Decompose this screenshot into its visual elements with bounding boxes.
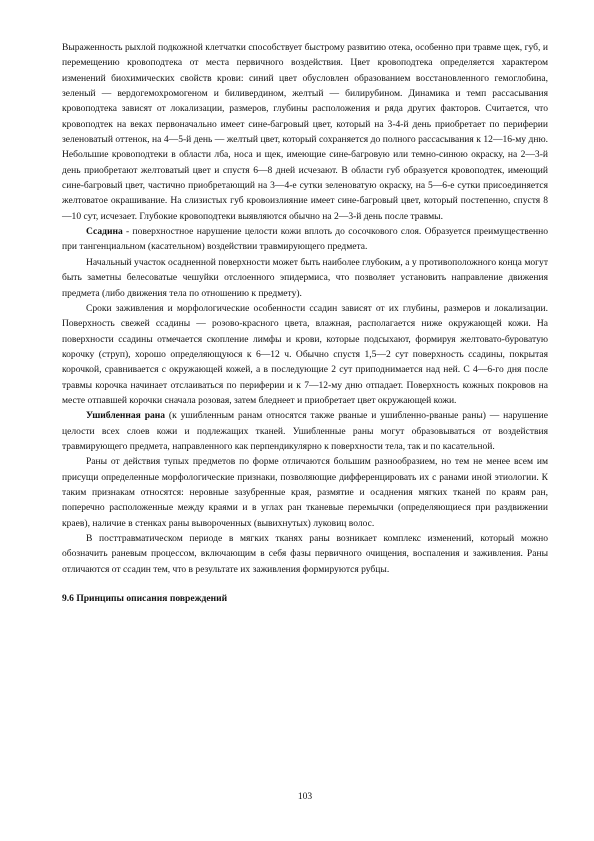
paragraph-abrasion-healing bbox=[62, 301, 548, 408]
paragraph-text: (к ушибленным ранам относятся также рваные и ушибленно-рваные раны) — нарушение целости всех слоев кожи и подлежащих тканей. Ушибленные раны могут образовываться от воздействия травмирующего предмета, направленного как перпендикулярно к поверхности тела, так и по касательной. bbox=[62, 410, 548, 452]
section-heading: 9.6 Принципы описания повреждений bbox=[62, 593, 228, 605]
paragraph-text: В посттравматическом периоде в мягких тканях раны возникает комплекс изменений, который можно обозначить раневым процессом, включающим в себя фазы первичного очищения, воспаления и заживления. Раны отличаются от ссадин тем, что в результате их заживления формируются рубцы. bbox=[62, 533, 548, 575]
paragraph-text: Сроки заживления и морфологические особенности ссадин зависят от их глубины, размеров и локализации. Поверхность свежей ссадины — розово-красного цвета, влажная, располагается ниже окружающей кожи. На поверхности ссадины отмечается скопление лимфы и крови, которые подсыхают, формируя желтовато-буроватую корочку (струп), хорошо определяющуюся к 6—12 ч. Обычно спустя 1,5—2 сут поверхность ссадины, покрытая корочкой, сравнивается с окружающей кожей, а в последующие 2 сут приподнимается над ней. С 4—6-го дня после травмы корочка начинает отслаиваться по периферии и к 7—12-му дню отпадает. Поверхность кожных покровов на месте отпавшей корочки сначала розовая, затем бледнеет и приобретает цвет окружающей кожи. bbox=[62, 302, 548, 406]
paragraph-wound-features bbox=[62, 454, 548, 531]
paragraph-abrasion-direction bbox=[62, 255, 548, 301]
paragraph-text: Начальный участок осадненной поверхности может быть наиболее глубоким, а у противоположного конца могут быть заметны белесоватые чешуйки отслоенного эпидермиса, что позволяет установить направление движения предмета (либо движения тела по отношению к предмету). bbox=[62, 256, 548, 299]
paragraph-text: - поверхностное нарушение целости кожи вплоть до сосочкового слоя. Образуется преимущественно при тангенциальном (касательном) воздействии травмирующего предмета. bbox=[62, 226, 548, 253]
page-number: 103 bbox=[297, 791, 313, 802]
term-abrasion: Ссадина bbox=[86, 226, 123, 238]
paragraph-contused-wound bbox=[62, 408, 548, 454]
spacer bbox=[62, 577, 548, 591]
paragraph-bruise-color bbox=[62, 40, 548, 224]
paragraph-text: Выраженность рыхлой подкожной клетчатки способствует быстрому развитию отека, особенно при травме щек, губ, и перемещению кровоподтека от места первичного воздействия. Цвет кровоподтека определяется характером изменений биохимических свойств крови: синий цвет обусловлен образованием восстановленного гемоглобина, зеленый — вердогемохромогеном и биливердином, желтый — билирубином. Динамика и темп рассасывания кровоподтека зависят от локализации, размеров, глубины расположения и ряда других факторов. Считается, что кровоподтек на веках первоначально имеет сине-багровый цвет, который на 3-4-й день приобретает по периферии зеленоватый оттенок, на 4—5-й день — желтый цвет, который сохраняется до полного рассасывания к 12—16-му дню. Небольшие кровоподтеки в области лба, носа и щек, имеющие сине-багровую или темно-синюю окраску, на 2—3-й день приобретают желтоватый цвет и спустя 6—8 дней исчезают. В области губ образуется кровоподтек, имеющий сине-багровый цвет, частично приобретающий на 3—4-е сутки зеленоватую окраску, на 5—6-е сутки присоединяется желтоватое окрашивание. На слизистых губ кровоизлияние имеет сине-багровый цвет, который постепенно, спустя 8—10 сут, исчезает. Глубокие кровоподтеки выявляются обычно на 2—3-й день после травмы. bbox=[62, 42, 548, 222]
term-contused-wound: Ушибленная рана bbox=[86, 410, 166, 422]
paragraph-abrasion-definition bbox=[62, 224, 548, 255]
page-content bbox=[62, 40, 548, 606]
paragraph-wound-process bbox=[62, 531, 548, 577]
paragraph-text: Раны от действия тупых предметов по форме отличаются большим разнообразием, но тем не менее всем им присущи определенные морфологические признаки, позволяющие дифференцировать их с ранами иной этиологии. К таким признакам относятся: неровные зазубренные края, размятие и осаднения мягких тканей по краям ран, поперечно расположенные между краями и в углах ран тканевые перемычки (определяющиеся при раздвижении краев), наличие в стенках раны вывороченных (вывихнутых) луковиц волос. bbox=[62, 456, 548, 529]
